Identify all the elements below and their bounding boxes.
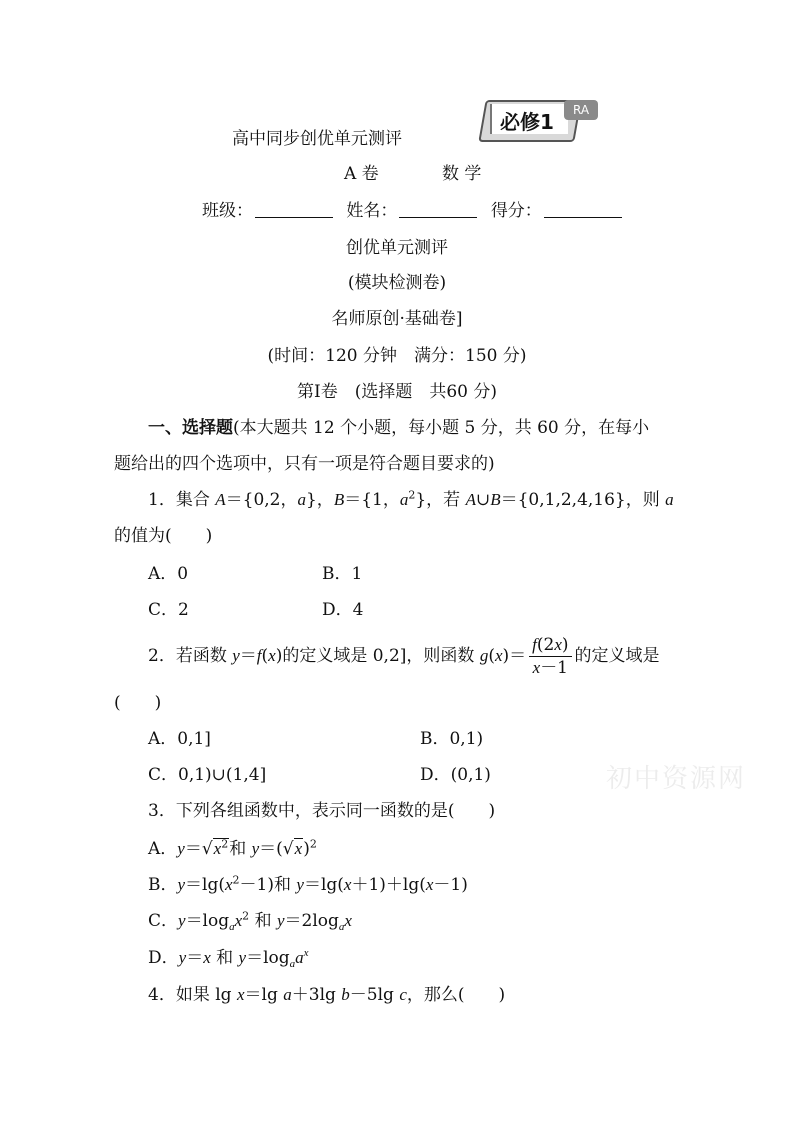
class-label: 班级： (202, 201, 253, 221)
question-1-number: 1． (148, 490, 176, 510)
question-2-line-1: 2．若函数 y＝f(x)的定义域是 0,2]，则函数 g(x)＝ $\frac{f(2x)}{x-1}$ 的定义域是 (148, 635, 660, 678)
question-3-option-b: B．$y=\lg(x^2-1)$和 y＝lg(x＋1)＋lg(x－1) (148, 873, 468, 895)
question-2-option-c: C．0,1)∪(1,4] (148, 765, 267, 785)
question-3-option-c: C．$y=\log_ax^2$ 和 $y=2\log_ax$ (148, 909, 352, 934)
time-info: (时间：120 分钟 满分：150 分) (267, 346, 527, 366)
volume-label: A 卷 (344, 164, 379, 184)
question-1-line-2: 的值为( ) (114, 526, 213, 546)
question-2-option-b: B．0,1) (420, 729, 484, 749)
textbook-badge (476, 96, 602, 142)
question-2-number: 2． (148, 646, 176, 666)
question-1-line-1: 1．集合 A＝{0,2，a}，B＝{1，$a^2$}，若 A∪B＝{0,1,2,4,16}，则 a (148, 488, 674, 510)
question-3-number: 3． (148, 801, 176, 821)
question-3-option-a: A．$y=√x^2$和 $y=(√x)^2$ (148, 837, 317, 859)
badge-tag: RA (564, 100, 598, 120)
question-2-option-d: D．(0,1) (420, 765, 491, 785)
question-1-option-c: C．2 (148, 600, 189, 620)
question-3-option-d: D．y＝x 和 $y=\log_aa^x$ (148, 947, 309, 971)
section-desc-1: (本大题共 12 个小题，每小题 5 分，共 60 分，在每小 (233, 418, 650, 438)
part-title: 第Ⅰ卷 (选择题 共60 分) (296, 382, 497, 402)
score-label: 得分： (490, 201, 542, 221)
student-info-row (202, 200, 630, 222)
watermark: 初中资源网 (606, 764, 747, 794)
question-1-option-d: D．4 (322, 600, 364, 620)
section-line-1 (148, 417, 649, 439)
question-4-number: 4． (148, 985, 176, 1005)
series-title: 高中同步创优单元测评 (232, 129, 402, 149)
name-label: 姓名： (346, 201, 398, 221)
section-desc-2: 题给出的四个选项中，只有一项是符合题目要求的) (114, 454, 495, 474)
question-3-stem (148, 800, 495, 822)
score-field[interactable] (544, 201, 622, 218)
class-field[interactable] (255, 201, 333, 218)
test-type: (模块检测卷) (347, 273, 447, 293)
question-1-option-a: A．0 (148, 564, 189, 584)
test-name: 创优单元测评 (346, 238, 448, 258)
name-field[interactable] (399, 201, 477, 218)
question-1-option-b: B．1 (322, 564, 363, 584)
subject-label: 数 学 (442, 164, 482, 184)
test-level: 名师原创·基础卷] (331, 309, 463, 329)
section-title: 一、选择题 (148, 418, 233, 438)
question-2-line-2: ( ) (114, 693, 162, 713)
fraction: $\frac{f(2x)}{x-1}$ (529, 634, 571, 679)
question-4-stem: 4．如果 lg x＝lg a＋3lg b－5lg c，那么( ) (148, 985, 506, 1005)
badge-label: 必修1 (500, 110, 554, 134)
question-3-text: 下列各组函数中，表示同一函数的是( ) (175, 801, 496, 821)
question-2-option-a: A．0,1] (148, 729, 211, 749)
